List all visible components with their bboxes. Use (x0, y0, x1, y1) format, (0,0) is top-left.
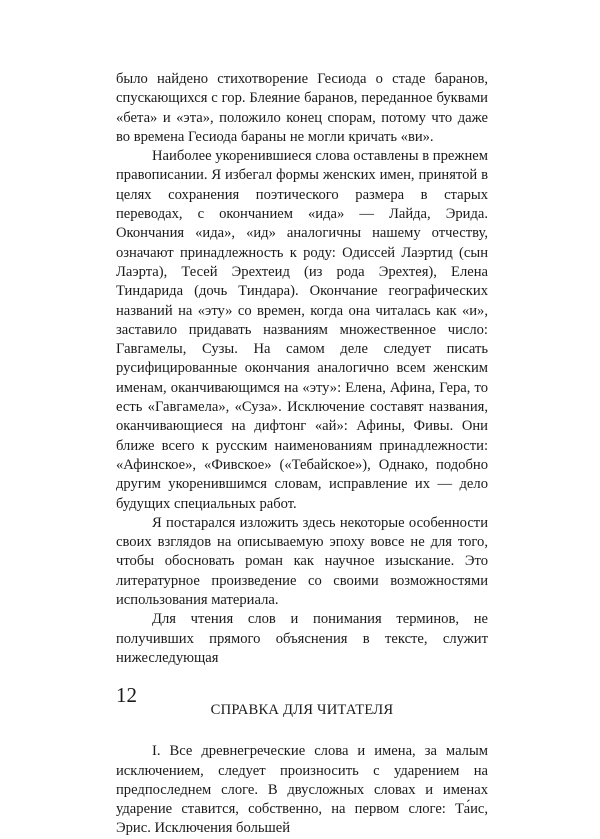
page-number: 12 (116, 683, 137, 707)
paragraph-spellings: Наиболее укоренившиеся слова оставлены в прежнем правописании. Я избегал формы женских имен, принятой в целях сохранения поэтического размера в старых переводах, с окончанием «ида» — Лайда, Эрида. Окончания «ида», «ид» аналогичны нашему отчеству, означают принадлежность к роду: Одиссей Лаэртид (сын Лаэрта), Тесей Эрехтеид (из рода Эрехтея), Елена Тиндарида (дочь Тиндара). Окончание географических названий на «эту» со времен, когда она читалась как «и», заставило придавать названиям множественное число: Гавгамелы, Сузы. На самом деле следует писать русифицированные окончания аналогично всем женским именам, оканчивающимся на «эту»: Елена, Афина, Гера, то есть «Гавгамела», «Суза». Исключение составят названия, оканчивающиеся на дифтонг «ай»: Афины, Фивы. Они ближе всего к русским наименованиям принадлежности: «Афинское», «Фивское» («Тебайское»), Однако, подобно другим укоренившимся словам, исправление их — дело будущих специальных работ. (116, 148, 488, 512)
paragraph-continuation: было найдено стихотворение Гесиода о стаде баранов, спускающихся с гор. Блеяние баранов, переданное буквами «бета» и «эта», положило конец спорам, потому что даже во времена Гесиода бараны не могли кричать «ви». (116, 71, 488, 145)
paragraph-reference-1: I. Все древнегреческие слова и имена, за малым исключением, следует произносить с ударением на предпоследнем слоге. В двусложных словах и именах ударение ставится, собственно, на первом слоге: Та́ис, Эрис. Исключения большей (116, 743, 488, 837)
paragraph-intro-reference: Для чтения слов и понимания терминов, не получивших прямого объяснения в тексте, служит нижеследующая (116, 611, 488, 666)
page-body (116, 70, 488, 839)
section-title: СПРАВКА ДЛЯ ЧИТАТЕЛЯ (210, 702, 394, 719)
paragraph-purpose: Я постарался изложить здесь некоторые особенности своих взглядов на описываемую эпоху вовсе не для того, чтобы обосновать роман как научное изыскание. Это литературное произведение со своими возможностями использования материала. (116, 514, 488, 609)
